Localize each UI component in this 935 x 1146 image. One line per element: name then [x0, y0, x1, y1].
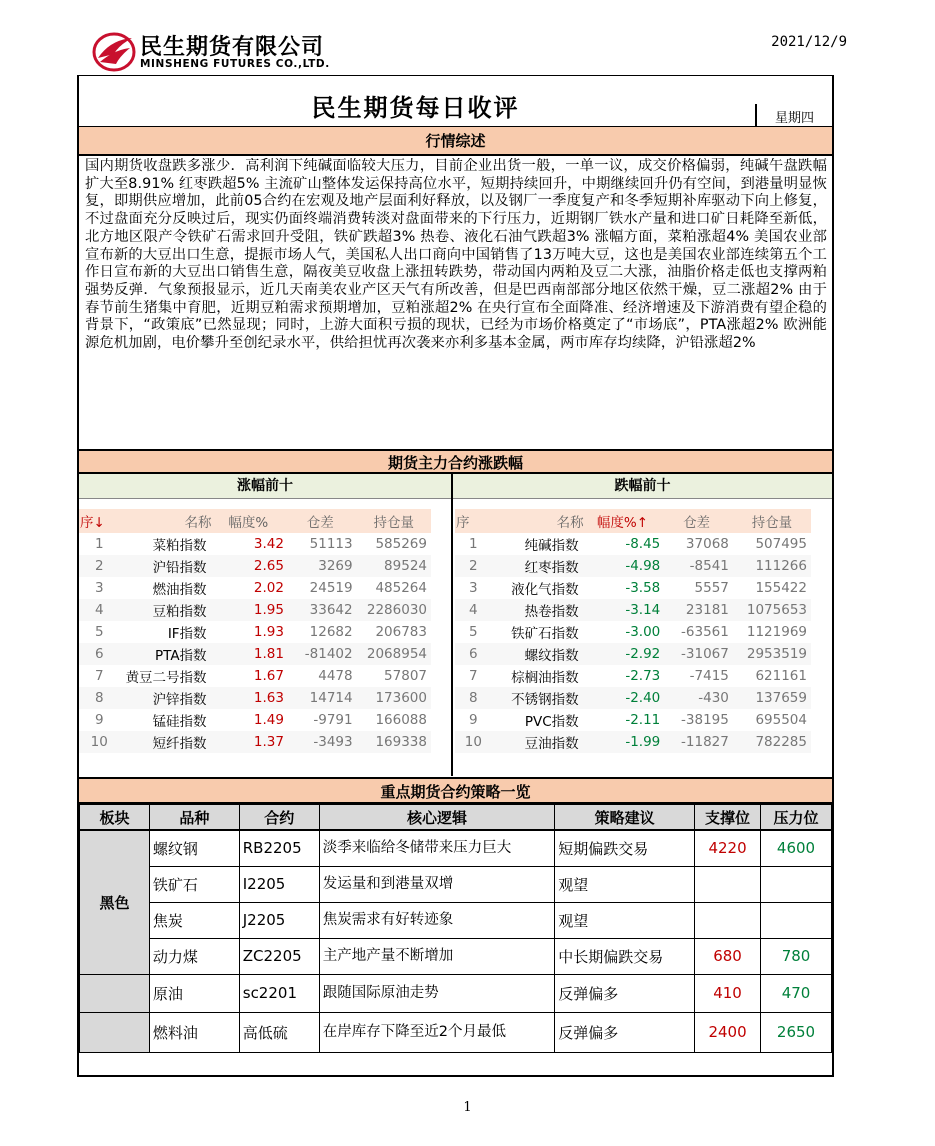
strategy-row: [80, 866, 832, 902]
change-cell: -3.14: [585, 599, 661, 621]
open-interest-cell: 173600: [357, 687, 431, 709]
table-row: [79, 599, 431, 621]
sector-cell: 黑色: [80, 830, 150, 974]
strategy-row: [80, 938, 832, 974]
open-interest-cell: 1121969: [746, 624, 807, 640]
strategy-heading: 重点期货合约策略一览: [79, 777, 832, 804]
advice-cell: 短期偏跌交易: [555, 830, 695, 866]
table-header-row: [455, 509, 811, 533]
variety-cell: 铁矿石: [149, 866, 239, 902]
oi-change-cell: -11827: [660, 731, 733, 753]
company-name-en: MINSHENG FUTURES CO.,LTD.: [140, 58, 330, 70]
column-divider: [451, 474, 453, 776]
open-interest-cell: 695504: [755, 712, 807, 728]
name-cell: 豆粕指数: [120, 599, 213, 621]
name-cell: PVC指数: [524, 714, 579, 730]
strategy-header-row: [80, 805, 832, 831]
variety-cell: 动力煤: [149, 938, 239, 974]
strategy-row: [80, 830, 832, 866]
oi-change-cell: 33642: [284, 599, 357, 621]
table-row: [79, 731, 431, 753]
rank-cell: 8: [79, 687, 120, 709]
name-cell: PTA指数: [120, 643, 213, 665]
sector-cell: [80, 974, 150, 1012]
table-row: [455, 665, 811, 687]
column-header: 名称: [492, 509, 585, 533]
name-cell: 豆油指数: [492, 731, 585, 753]
column-header: 支撑位: [695, 805, 761, 831]
name-cell: 热卷指数: [492, 599, 585, 621]
rank-cell: 4: [79, 599, 120, 621]
resistance-cell: [761, 902, 832, 938]
resistance-cell: 470: [761, 974, 832, 1012]
oi-change-cell: 51113: [309, 536, 353, 552]
change-cell: 1.63: [213, 687, 284, 709]
advice-cell: 观望: [555, 866, 695, 902]
column-header: 序: [455, 509, 492, 533]
column-header: 幅度%: [213, 509, 284, 533]
name-cell: 纯碱指数: [524, 538, 579, 554]
oi-change-cell: -430: [660, 687, 733, 709]
change-cell: -4.98: [585, 555, 661, 577]
column-header: 持仓量: [733, 509, 811, 533]
open-interest-cell: 111266: [733, 555, 811, 577]
contract-cell: I2205: [239, 866, 319, 902]
change-cell: -2.73: [625, 668, 661, 684]
column-header: 名称: [120, 509, 213, 533]
table-row: [455, 577, 811, 599]
change-cell: -2.92: [585, 643, 661, 665]
contract-cell: RB2205: [239, 830, 319, 866]
contract-cell: sc2201: [239, 974, 319, 1012]
open-interest-cell: 166088: [375, 712, 427, 728]
support-cell: [695, 866, 761, 902]
summary-text: 国内期货收盘跌多涨少．高利润下纯碱面临较大压力，目前企业出货一般，一单一议，成交价格偏弱，纯碱午盘跌幅扩大至8.91% 红枣跌超5% 主流矿山整体发运保持高位水平，短期持续回升，中期继续回升仍有空间，到港量明显恢复，即期供应增加，此前05合约在宏观及地产层面利好释放，以及钢厂一季度复产和冬季短期补库驱动下向上修复，不过盘面充分反映过后，现实仍面终端消费转淡对盘面带来的下行压力，近期钢厂铁水产量和进口矿日耗降至新低，北方地区限产令铁矿石需求回升受阻，铁矿跌超3% 热卷、液化石油气跌超3% 涨幅方面，菜粕涨超4% 美国农业部宣布新的大豆出口生意，提振市场人气，美国私人出口商向中国销售了13万吨大豆，这也是美国农业部连续第五个工作日宣布新的大豆出口销售生意，隔夜美豆收盘上涨扭转跌势，带动国内两粕及豆二大涨，油脂价格走低也支撑两粕强势反弹．气象预报显示，近几天南美农业产区天气有所改善，但是巴西南部部分地区依然干燥，豆二涨超2% 由于春节前生猪集中育肥，近期豆粕需求预期增加，豆粕涨超2% 在央行宣布全面降准、经济增速及下游消费有望企稳的背景下，“政策底”已然显现；同时，上游大面积亏损的现状，已经为市场价格奠定了“市场底”，PTA涨超2% 欧洲能源危机加剧，电价攀升至创纪录水平，供给担忧再次袭来亦利多基本金属，两市库存均续降，沪铅涨超2%: [85, 158, 827, 352]
logic-cell: 焦炭需求有好转迹象: [319, 902, 555, 938]
resistance-cell: 4600: [761, 830, 832, 866]
top-gainers-table: [79, 509, 431, 753]
name-cell: 螺纹指数: [492, 643, 585, 665]
column-header: 核心逻辑: [319, 805, 555, 831]
page-number: 1: [463, 1100, 472, 1115]
name-cell: 红枣指数: [492, 555, 585, 577]
rank-cell: 8: [455, 687, 492, 709]
company-name-cn: 民生期货有限公司: [140, 35, 325, 60]
change-cell: 1.49: [253, 712, 284, 728]
variety-cell: 螺纹钢: [149, 830, 239, 866]
table-row: [455, 555, 811, 577]
logic-cell: 淡季来临给冬储带来压力巨大: [319, 830, 555, 866]
name-cell: 菜粕指数: [152, 538, 207, 554]
open-interest-cell: 585269: [375, 536, 427, 552]
contract-cell: 高低硫: [239, 1012, 319, 1052]
open-interest-cell: 2953519: [733, 643, 811, 665]
open-interest-cell: 621161: [755, 668, 807, 684]
report-title: 民生期货每日收评: [311, 94, 520, 122]
table-row: [79, 577, 431, 599]
top-losers-heading: 跌幅前十: [453, 474, 832, 499]
table-row: [455, 621, 811, 643]
title-row: [79, 76, 832, 128]
rank-cell: 10: [455, 731, 492, 753]
oi-change-cell: 3269: [284, 555, 357, 577]
logic-cell: 在岸库存下降至近2个月最低: [319, 1012, 555, 1052]
resistance-cell: 780: [761, 938, 832, 974]
logic-cell: 主产地产量不断增加: [319, 938, 555, 974]
contract-cell: J2205: [239, 902, 319, 938]
rank-cell: 5: [94, 624, 104, 640]
name-cell: IF指数: [167, 626, 207, 642]
table-row: [455, 599, 811, 621]
table-row: [455, 731, 811, 753]
advice-cell: 反弹偏多: [555, 1012, 695, 1052]
change-cell: -8.45: [625, 536, 661, 552]
open-interest-cell: 169338: [357, 731, 431, 753]
oi-change-cell: -9791: [313, 712, 353, 728]
oi-change-cell: 37068: [685, 536, 729, 552]
summary-heading: 行情综述: [79, 127, 832, 156]
rank-cell: 3: [94, 580, 104, 596]
column-header: 板块: [80, 805, 150, 831]
column-header: 持仓量: [357, 509, 431, 533]
oi-change-cell: 24519: [309, 580, 353, 596]
sector-cell: [80, 1012, 150, 1052]
change-cell: 1.81: [213, 643, 284, 665]
column-header: 策略建议: [555, 805, 695, 831]
name-cell: 燃油指数: [152, 582, 207, 598]
support-cell: 4220: [695, 830, 761, 866]
table-row: [79, 643, 431, 665]
column-header: 合约: [239, 805, 319, 831]
oi-change-cell: -31067: [660, 643, 733, 665]
variety-cell: 原油: [149, 974, 239, 1012]
oi-change-cell: -3493: [284, 731, 357, 753]
oi-change-cell: -38195: [681, 712, 729, 728]
advice-cell: 中长期偏跌交易: [555, 938, 695, 974]
open-interest-cell: 782285: [733, 731, 811, 753]
change-cell: 2.02: [253, 580, 284, 596]
advice-cell: 反弹偏多: [555, 974, 695, 1012]
rank-cell: 6: [455, 643, 492, 665]
oi-change-cell: 23181: [660, 599, 733, 621]
table-row: [455, 687, 811, 709]
name-cell: 液化气指数: [511, 582, 579, 598]
name-cell: 短纤指数: [120, 731, 213, 753]
open-interest-cell: 1075653: [733, 599, 811, 621]
oi-change-cell: -7415: [689, 668, 729, 684]
rank-cell: 10: [79, 731, 120, 753]
top-losers-table: [455, 509, 811, 753]
change-cell: -2.40: [585, 687, 661, 709]
table-row: [79, 555, 431, 577]
resistance-cell: [761, 866, 832, 902]
oi-change-cell: -63561: [681, 624, 729, 640]
rank-cell: 9: [469, 712, 478, 728]
column-header: 品种: [149, 805, 239, 831]
open-interest-cell: 137659: [733, 687, 811, 709]
strategy-row: [80, 974, 832, 1012]
rank-cell: 6: [79, 643, 120, 665]
name-cell: 棕榈油指数: [511, 670, 579, 686]
support-cell: 410: [695, 974, 761, 1012]
open-interest-cell: 485264: [375, 580, 427, 596]
table-row: [79, 621, 431, 643]
name-cell: 锰硅指数: [152, 714, 207, 730]
oi-change-cell: -8541: [660, 555, 733, 577]
rank-cell: 2: [455, 555, 492, 577]
top-gainers-heading: 涨幅前十: [79, 474, 451, 499]
change-cell: -3.58: [625, 580, 661, 596]
rank-cell: 7: [94, 668, 104, 684]
table-row: [455, 643, 811, 665]
column-header: 压力位: [761, 805, 832, 831]
rank-cell: 3: [469, 580, 478, 596]
open-interest-cell: 57807: [384, 668, 427, 684]
rank-cell: 2: [79, 555, 120, 577]
resistance-cell: 2650: [761, 1012, 832, 1052]
table-row: [455, 533, 811, 555]
change-cell: 1.95: [213, 599, 284, 621]
name-cell: 沪锌指数: [120, 687, 213, 709]
support-cell: 680: [695, 938, 761, 974]
open-interest-cell: 2068954: [357, 643, 431, 665]
table-row: [79, 533, 431, 555]
rank-cell: 9: [94, 712, 104, 728]
change-cell: -3.00: [625, 624, 661, 640]
open-interest-cell: 89524: [357, 555, 431, 577]
strategy-table: [79, 804, 832, 1053]
rank-cell: 5: [469, 624, 478, 640]
advice-cell: 观望: [555, 902, 695, 938]
change-cell: 1.37: [213, 731, 284, 753]
oi-change-cell: 12682: [309, 624, 353, 640]
support-cell: 2400: [695, 1012, 761, 1052]
logic-cell: 跟随国际原油走势: [319, 974, 555, 1012]
rank-cell: 1: [469, 536, 478, 552]
variety-cell: 焦炭: [149, 902, 239, 938]
oi-change-cell: 5557: [694, 580, 729, 596]
rank-cell: 1: [94, 536, 104, 552]
company-logo: [92, 28, 382, 76]
table-row: [455, 709, 811, 731]
rank-cell: 4: [455, 599, 492, 621]
name-cell: 沪铅指数: [120, 555, 213, 577]
open-interest-cell: 507495: [755, 536, 807, 552]
change-cell: -1.99: [585, 731, 661, 753]
column-header: 仓差: [284, 509, 357, 533]
open-interest-cell: 2286030: [357, 599, 431, 621]
weekday: 星期四: [755, 104, 832, 126]
change-cell: 1.67: [253, 668, 284, 684]
open-interest-cell: 206783: [375, 624, 427, 640]
oi-change-cell: 4478: [318, 668, 353, 684]
logic-cell: 发运量和到港量双增: [319, 866, 555, 902]
oi-change-cell: -81402: [284, 643, 357, 665]
change-cell: 2.65: [213, 555, 284, 577]
contract-cell: ZC2205: [239, 938, 319, 974]
column-header: 序↓: [79, 509, 120, 533]
change-cell: -2.11: [625, 712, 661, 728]
table-row: [79, 709, 431, 731]
support-cell: [695, 902, 761, 938]
change-cell: 1.93: [253, 624, 284, 640]
rank-cell: 7: [469, 668, 478, 684]
oi-change-cell: 14714: [284, 687, 357, 709]
change-cell: 3.42: [253, 536, 284, 552]
table-row: [79, 665, 431, 687]
table-row: [79, 687, 431, 709]
open-interest-cell: 155422: [755, 580, 807, 596]
column-header: 仓差: [660, 509, 733, 533]
report-date: 2021/12/9: [771, 34, 847, 50]
name-cell: 黄豆二号指数: [125, 670, 207, 686]
name-cell: 不锈钢指数: [492, 687, 585, 709]
strategy-row: [80, 1012, 832, 1052]
variety-cell: 燃料油: [149, 1012, 239, 1052]
column-header: 幅度%↑: [585, 509, 661, 533]
table-header-row: [79, 509, 431, 533]
name-cell: 铁矿石指数: [511, 626, 579, 642]
ranking-heading: 期货主力合约涨跌幅: [79, 449, 832, 474]
strategy-row: [80, 902, 832, 938]
